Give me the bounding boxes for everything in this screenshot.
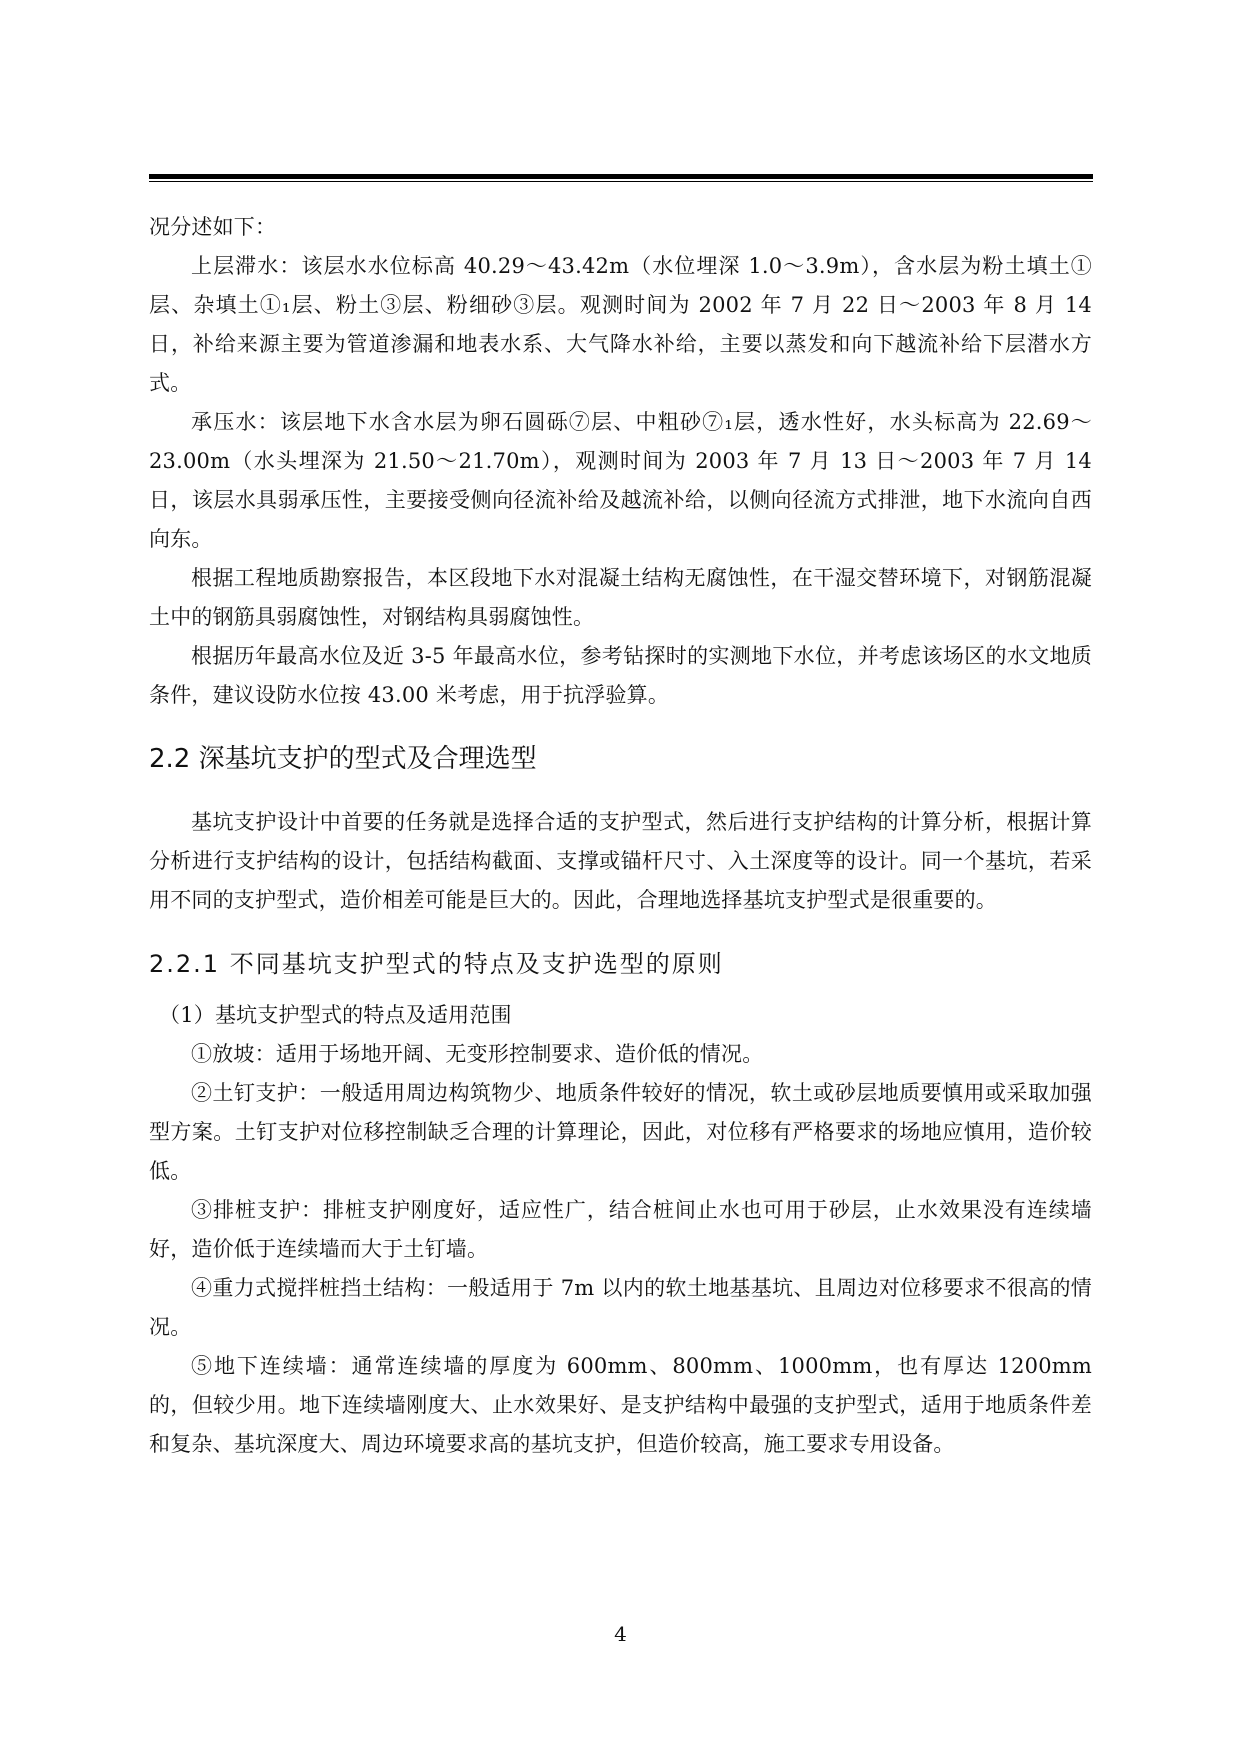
paragraph-confined-water: 承压水：该层地下水含水层为卵石圆砾⑦层、中粗砂⑦₁层，透水性好，水头标高为 22.69～23.00m（水头埋深为 21.50～21.70m），观测时间为 2003 年 7 月 13 日～2003 年 7 月 14 日，该层水具弱承压性，主要接受侧向径流补给及越流补给，以侧向径流方式排泄，地下水流向自西向东。 <box>149 410 1092 551</box>
paragraph-continued: 况分述如下： <box>149 215 277 239</box>
header-rule-thick <box>149 174 1093 179</box>
paragraph-perched-water: 上层滞水：该层水水位标高 40.29～43.42m（水位埋深 1.0～3.9m），含水层为粉土填土①层、杂填土①₁层、粉土③层、粉细砂③层。观测时间为 2002 年 7 月 22 日～2003 年 8 月 14 日，补给来源主要为管道渗漏和地表水系、大气降水补给，主要以蒸发和向下越流补给下层潜水方式。 <box>149 254 1092 395</box>
page-number: 4 <box>614 1622 627 1646</box>
page-body <box>149 208 1092 1464</box>
list-item-soil-nail: ②土钉支护：一般适用周边构筑物少、地质条件较好的情况，软土或砂层地质要慎用或采取加强型方案。土钉支护对位移控制缺乏合理的计算理论，因此，对位移有严格要求的场地应慎用，造价较低。 <box>149 1081 1092 1183</box>
list-item-pile-row: ③排桩支护：排桩支护刚度好，适应性广，结合桩间止水也可用于砂层，止水效果没有连续墙好，造价低于连续墙而大于土钉墙。 <box>149 1198 1092 1261</box>
section-heading-2-2-1: 2.2.1 不同基坑支护型式的特点及支护选型的原则 <box>149 950 724 978</box>
paragraph-support-selection: 基坑支护设计中首要的任务就是选择合适的支护型式，然后进行支护结构的计算分析，根据计算分析进行支护结构的设计，包括结构截面、支撑或锚杆尺寸、入土深度等的设计。同一个基坑，若采用不同的支护型式，造价相差可能是巨大的。因此，合理地选择基坑支护型式是很重要的。 <box>149 810 1092 912</box>
header-rule-thin <box>149 181 1093 182</box>
paragraph-corrosion: 根据工程地质勘察报告，本区段地下水对混凝土结构无腐蚀性，在干湿交替环境下，对钢筋混凝土中的钢筋具弱腐蚀性，对钢结构具弱腐蚀性。 <box>149 566 1092 629</box>
list-item-diaphragm-wall: ⑤地下连续墙：通常连续墙的厚度为 600mm、800mm、1000mm，也有厚达 1200mm 的，但较少用。地下连续墙刚度大、止水效果好、是支护结构中最强的支护型式，适用于地质条件差和复杂、基坑深度大、周边环境要求高的基坑支护，但造价较高，施工要求专用设备。 <box>149 1354 1092 1456</box>
item-list-title: （1）基坑支护型式的特点及适用范围 <box>159 1003 512 1027</box>
list-item-slope: ①放坡：适用于场地开阔、无变形控制要求、造价低的情况。 <box>191 1042 764 1066</box>
list-item-gravity-mixing-pile: ④重力式搅拌桩挡土结构：一般适用于 7m 以内的软土地基基坑、且周边对位移要求不很高的情况。 <box>149 1276 1092 1339</box>
section-heading-2-2: 2.2 深基坑支护的型式及合理选型 <box>149 744 537 774</box>
paragraph-design-water-level: 根据历年最高水位及近 3-5 年最高水位，参考钻探时的实测地下水位，并考虑该场区的水文地质条件，建议设防水位按 43.00 米考虑，用于抗浮验算。 <box>149 644 1092 707</box>
